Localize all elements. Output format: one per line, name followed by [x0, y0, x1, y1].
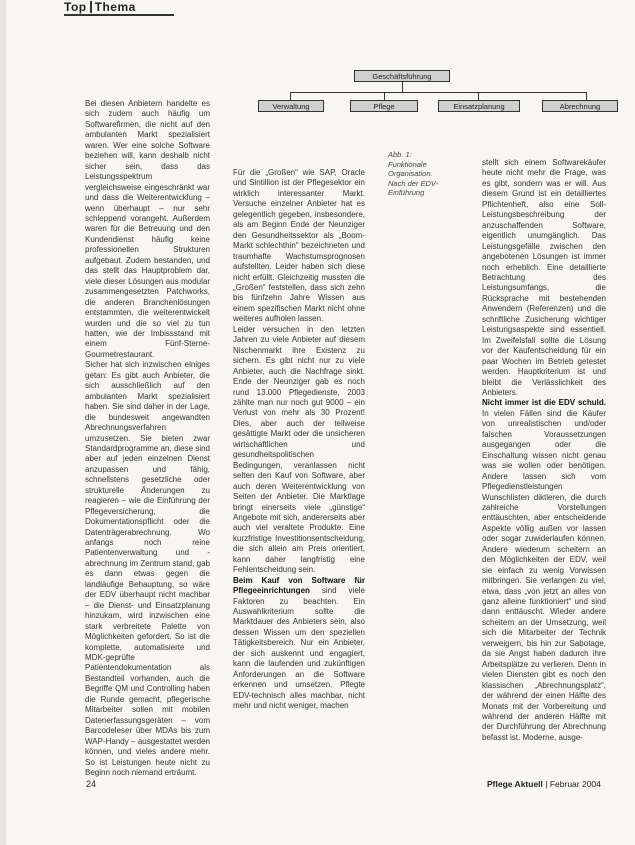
inline-heading: Beim Kauf von Software für Pflegeeinrichtungen — [233, 575, 365, 596]
text-column-2 — [233, 168, 365, 712]
page-number: 24 — [86, 779, 97, 789]
figure-caption: Abb. 1: Funktionale Organisation. Nach der EDV-Einführung — [388, 150, 439, 197]
paragraph-with-heading — [233, 576, 365, 712]
org-connector — [384, 92, 385, 100]
paragraph-with-heading — [482, 398, 606, 743]
paragraph-text: In vielen Fällen sind die Käufer von unrealistischen und/oder falschen Voraussetzungen ausgegangen oder die Einschaltung wissen nicht genau was sie wollen oder benötigen. Andere lassen sich vom Pflegedienstleistungen Wunschlisten diktieren, die durch zahlreiche Vorstellungen enttäuschten, aber entscheidende Aspekte völlig außen vor lassen oder sogar zuwiderlaufen können. Andere wiederum scheitern an den Möglichkeiten der EDV, weil sie einfach zu wenig Vorwissen mitbringen. Sie verlangen zu viel, etwa, dass „von jetzt an alles von ganz alleine funktioniert“ und sind dann enttäuscht. Wieder andere scheitern an der Umsetzung, weil sich die Mitarbeiter der Technik verweigern, bis hin zur Sabotage, da sie Angst haben dadurch ihre Arbeitsplätze zu verlieren. Denn in vielen Diensten gibt es noch den klassischen „Abrechnungsplatz“, der während der einen Hälfte des Monats mit der Vorbereitung und während der anderen Hälfte mit der Durchführung der Abrechnung befasst ist. Moderne, ausge- — [482, 408, 606, 742]
org-child-box: Pflege — [350, 100, 418, 112]
section-label-a: Top — [64, 0, 87, 14]
org-child-box: Verwaltung — [258, 100, 324, 112]
issue-date: Februar 2004 — [549, 779, 601, 789]
org-root-box: Geschäftsführung — [354, 70, 450, 82]
org-child-box: Abrechnung — [542, 100, 618, 112]
paragraph: Für die „Großen“ wie SAP, Oracle und Sintillion ist der Pflegesektor ein wirklich interessanter Markt. Versuche einzelner Anbieter hat es gelegentlich gegeben, insbesondere, als am Beginn Ende der Neunziger den Gesundheitssektor als „Boom-Markt schlechthin“ bezeichneten und traumhafte Wachstumsprognosen aufstellten. Leider haben sich diese nicht erfüllt. Gleichzeitig mussten die „Großen“ feststellen, dass sich zehn bis fünfzehn Jahre Wissen aus einem spezifischen Markt nicht ohne weiteres aufholen lassen. — [233, 168, 365, 324]
org-connector — [478, 92, 479, 100]
section-divider — [90, 1, 92, 13]
paragraph: stellt sich einem Softwarekäufer heute nicht mehr die Frage, was es gibt, sondern was er will. Aus diesem Grund ist ein detailliertes Pflichtenheft, also eine Soll-Leistungsbeschreibung der anzuschaffenden Software, eigentlich unumgänglich. Das Leistungsgefälle zwischen den angebotenen Lösungen ist immer noch erheblich. Eine detaillierte Betrachtung des Leistungsumfangs, die Rücksprache mit bestehenden Anwendern (Referenzen) und die schriftliche Zusicherung wichtiger Leistungsaspekte sind essentiell. Im Zweifelsfall sollte die Lösung vor der Kaufentscheidung für ein paar Wochen im Betrieb getestet werden. Hauptkriterium ist und bleibt die Verlässlichkeit des Anbieters. — [482, 158, 606, 397]
paragraph: Sicher hat sich inzwischen einiges getan: Es gibt auch Anbieter, die sich ausschließlich auf den ambulanten Markt spezialisiert haben. Sie sind daher in der Lage, die bundesweit angewandten Abrechnungsverfahren umzusetzen. Sie bieten zwar Standardprogramme an, diese sind aber auf jeden einzelnen Dienst anzupassen und fähig, schnellstens gesetzliche oder strukturelle Änderungen zu reagieren – wie die Einführung der Pflegeversicherung, die Dokumentationspflicht oder die Datenträgerabrechnung. Wo anfangs noch reine Patientenverwaltung und -abrechnung im Zentrum stand, gab es dann etwas gegen die landläufige Behauptung, so wäre der EDV überhaupt nicht machbar – die Dienst- und Einsatzplanung hinzukam, wird inzwischen eine stark verbreitete Palette von Möglichkeiten gefordert. So ist die komplette, automatisierte und MDK-geprüfte Patientendokumentation als Bestandteil vorhanden, auch die Begriffe QM und Controlling haben die Runde gemacht, pflegerische Mitarbeiter sollen mit mobilen Datenerfassungsgeräten – vom Barcodeleser über MDAs bis zum WAP-Handy – ausgestattet werden können, und vieles andere mehr. So ist Leistungen heute nicht zu Beginn noch niemand erträumt. — [85, 360, 210, 777]
org-child-box: Einsatzplanung — [438, 100, 520, 112]
text-column-3 — [482, 158, 606, 743]
paragraph-text: sind viele Faktoren zu beachten. Ein Auswahlkriterium sollte die Marktdauer des Anbieters sein, also dessen Wissen um den speziellen Tätigkeitsbereich. Nur ein Anbieter, der sich auskennt und engagiert, kann die laufenden und zukünftigen Anforderungen an die Software erkennen und umsetzen. Pflegte EDV-technisch alles machbar, nicht mehr und nicht weniger, machen — [233, 586, 365, 711]
org-connector — [290, 92, 291, 100]
paragraph: Bei diesen Anbietern handelte es sich zudem auch häufig um Softwarefirmen, die nicht auf den ambulanten Markt spezialisiert waren. Wer eine solche Software beziehen will, kann deshalb nicht sicher sein, dass das Leistungsspektrum vergleichsweise eingeschränkt war und dass die Weiterentwicklung – wenn überhaupt – nur sehr schleppend vorangeht. Außerdem waren für die Betreuung und den Kundendienst häufig keine professionellen Strukturen aufgebaut. Zudem bestanden, und das stellt das Hauptproblem dar, viele dieser Lösungen aus modular zusammengesetzten Patchworks, die anderen Branchenlösungen entstammten, die weiterentwickelt wurden und die so viel zu tun hatten, wie der Imbissstand mit einem Fünf-Sterne-Gourmetrestaurant. — [85, 99, 210, 359]
text-column-1 — [85, 99, 210, 778]
footer-masthead: Pflege Aktuell | Februar 2004 — [487, 779, 601, 789]
paragraph: Leider versuchen in den letzten Jahren zu viele Anbieter auf diesem Nischenmarkt ihre Existenz zu sichern. Es gibt nicht nur zu viele Anbieter, auch die Nachfrage sinkt. Ende der Neunziger gab es noch rund 13.000 Pflegedienste, 2003 zählte man nur noch gut 9000 – ein Verlust von mehr als 30 Prozent! Dies, aber auch der teilweise gesättigte Markt oder die unsicheren wirtschaftlichen und gesundheitspolitischen Bedingungen, veranlassen nicht selten den Kauf von Software, aber auch deren Weiterentwicklung von Seiten der Anbieter. Die Marktlage bringt einerseits viele „günstige“ Angebote mit sich, andererseits aber auch viel veraltete Produkte. Eine kurzfristige Investitionsentscheidung, die sich allein am Preis orientiert, kann daher langfristig eine Fehlentscheidung sein. — [233, 324, 365, 575]
header-rule — [64, 14, 174, 16]
org-connector — [402, 82, 403, 92]
org-chart — [258, 70, 618, 130]
inline-heading: Nicht immer ist die EDV schuld. — [482, 398, 606, 408]
section-header — [64, 0, 136, 14]
section-label-b: Thema — [94, 0, 136, 14]
magazine-name: Pflege Aktuell — [487, 779, 543, 789]
page-edge — [0, 0, 6, 845]
org-connector — [290, 92, 586, 93]
org-connector — [586, 92, 587, 100]
